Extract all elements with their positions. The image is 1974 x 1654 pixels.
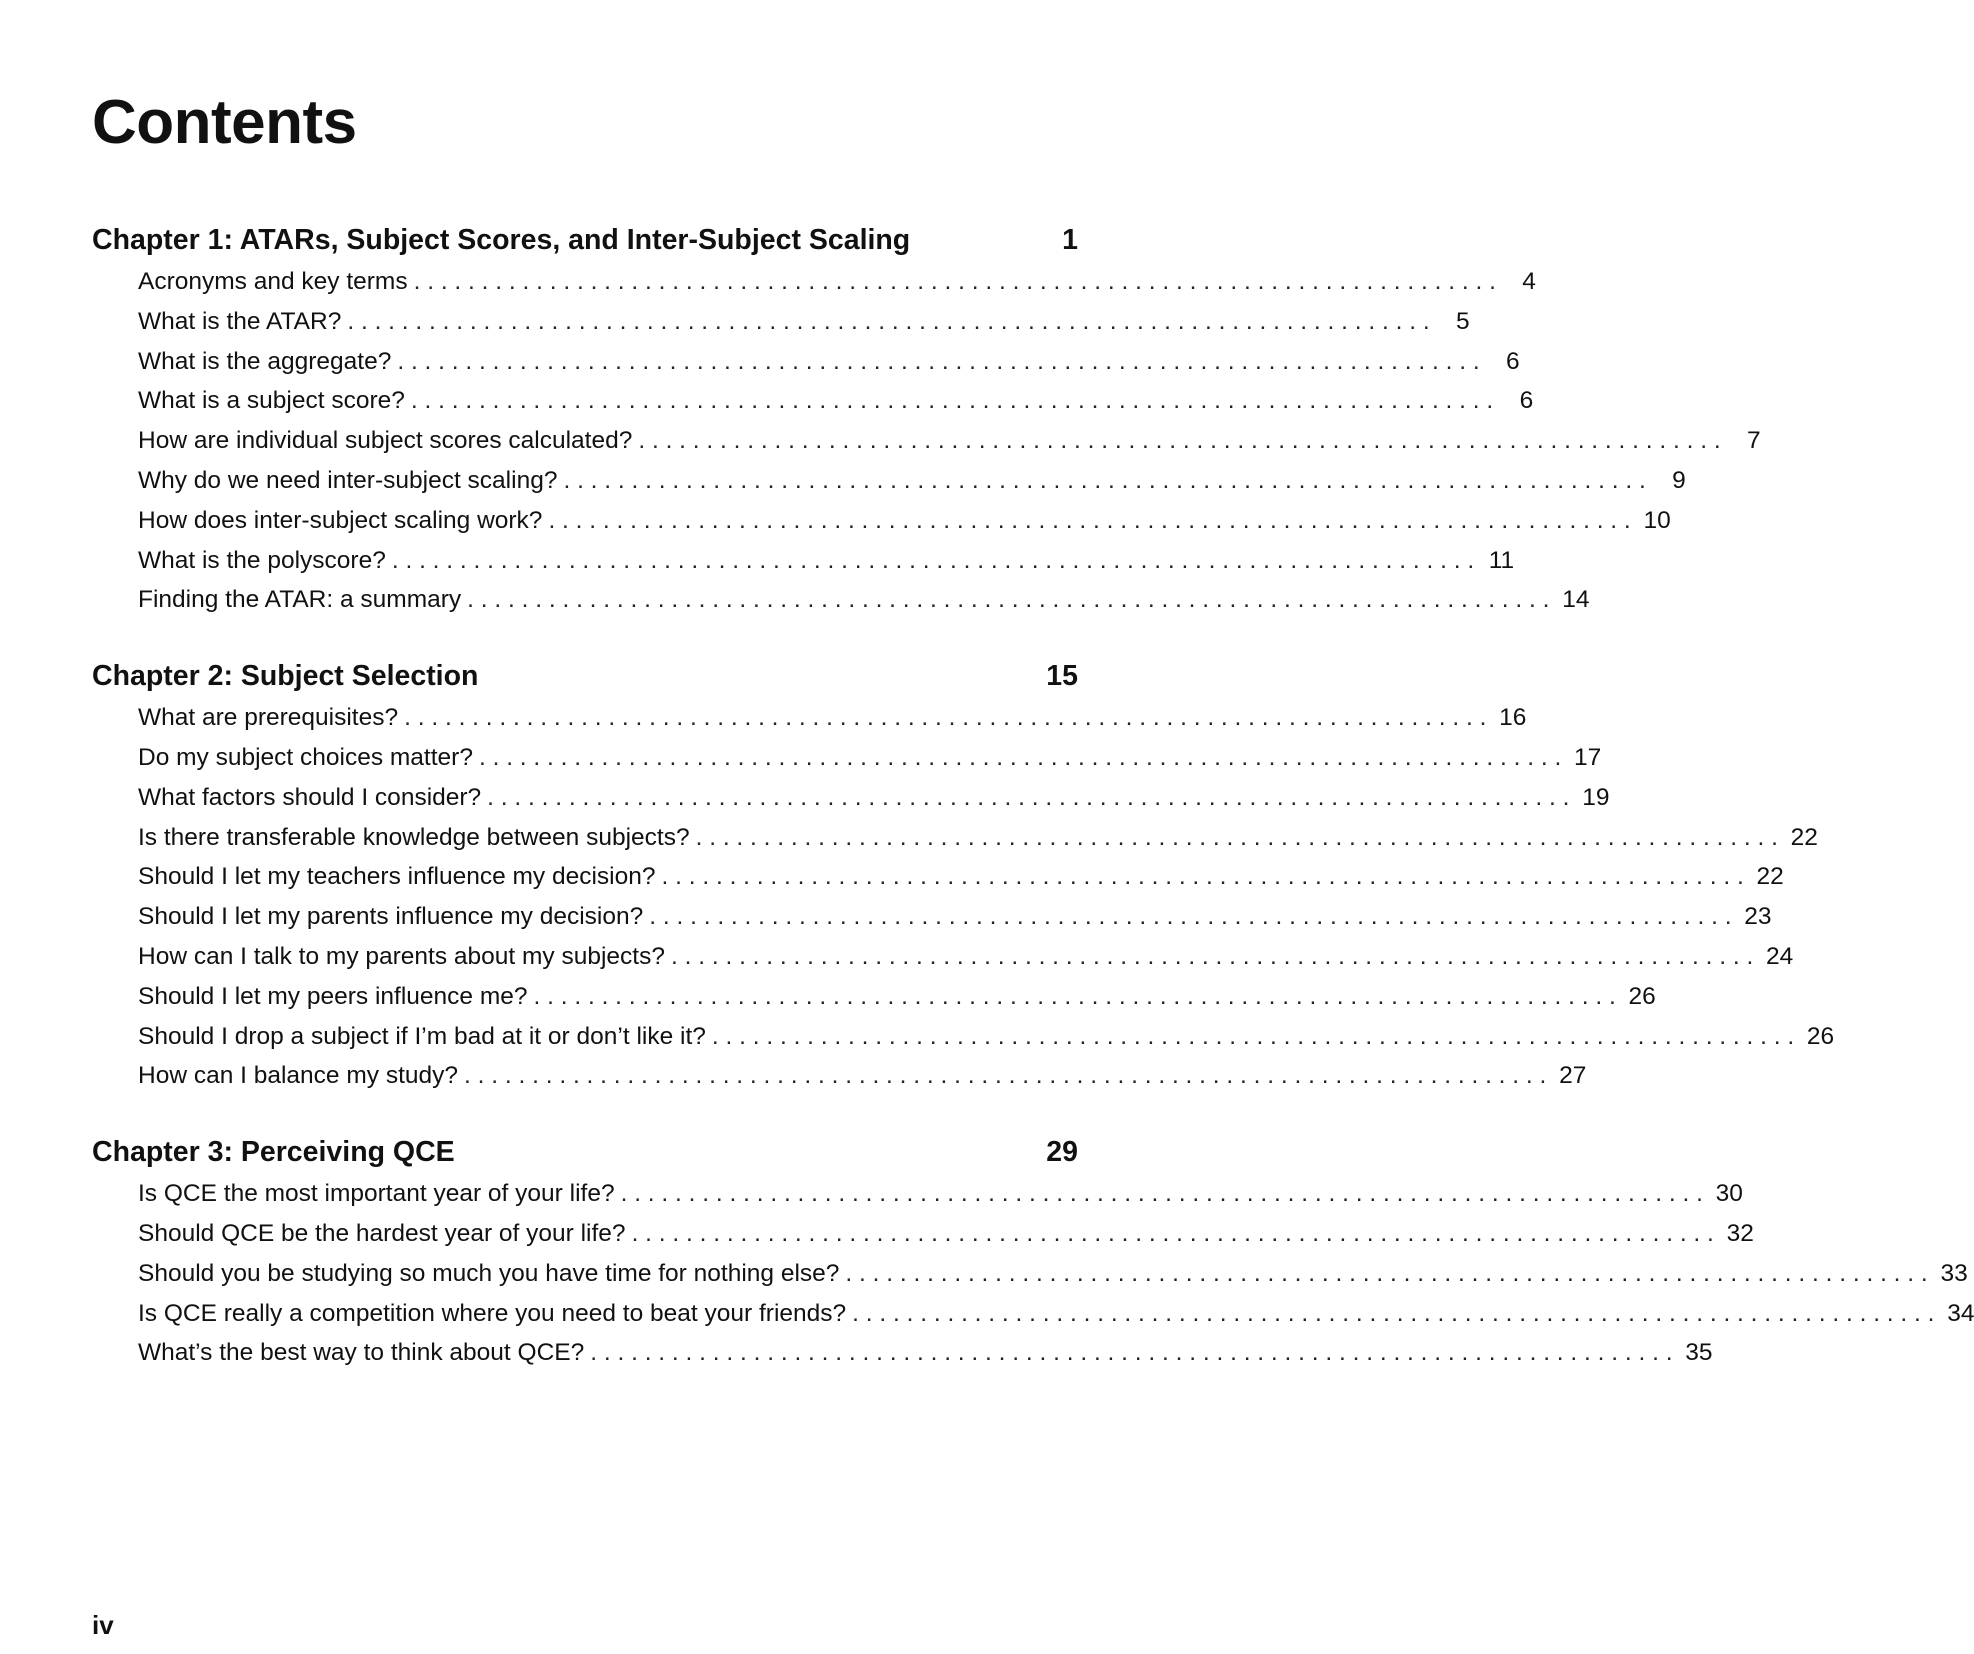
- dot-leader: . . . . . . . . . . . . . . . . . . . . . . . . . . . . . . . . . . . . . . . . . . . . . . . . . . . . . . . . . . . . . . . . . . . . . . . . . . . . . . . .: [391, 546, 1475, 574]
- dot-leader: . . . . . . . . . . . . . . . . . . . . . . . . . . . . . . . . . . . . . . . . . . . . . . . . . . . . . . . . . . . . . . . . . . . . . . . . . . . . . . . .: [631, 1219, 1714, 1247]
- entry-title: How does inter-subject scaling work?: [138, 506, 543, 534]
- entry-page-number: 34: [1947, 1299, 1974, 1327]
- entry-page-number: 4: [1522, 268, 1536, 295]
- dot-leader: . . . . . . . . . . . . . . . . . . . . . . . . . . . . . . . . . . . . . . . . . . . . . . . . . . . . . . . . . . . . . . . . . . . . . . . . . . . . . . . .: [620, 1180, 1703, 1208]
- entry-list: [92, 1174, 1974, 1373]
- toc-entry[interactable]: [92, 698, 1527, 738]
- chapter-title: Chapter 2: Subject Selection: [92, 660, 479, 693]
- entry-title: Should QCE be the hardest year of your life?: [138, 1219, 626, 1247]
- entry-title: How can I talk to my parents about my subjects?: [138, 942, 665, 970]
- entry-title: Should I let my teachers influence my decision?: [138, 863, 656, 891]
- chapter-page-number: 29: [1046, 1136, 1078, 1169]
- toc-entry[interactable]: [92, 580, 1590, 620]
- dot-leader: . . . . . . . . . . . . . . . . . . . . . . . . . . . . . . . . . . . . . . . . . . . . . . . . . . . . . . . . . . . . . . . . . . . . . . . . . . . . . . . .: [478, 743, 1562, 771]
- dot-leader: . . . . . . . . . . . . . . . . . . . . . . . . . . . . . . . . . . . . . . . . . . . . . . . . . . . . . . . . . . . . . . . . . . . . . . . . . . . . . . . .: [661, 863, 1744, 891]
- toc-entry[interactable]: [92, 897, 1772, 937]
- dot-leader: . . . . . . . . . . . . . . . . . . . . . . . . . . . . . . . . . . . . . . . . . . . . . . . . . . . . . . . . . . . . . . . . . . . . . . . . . . . . . . . .: [467, 586, 1550, 614]
- dot-leader: . . . . . . . . . . . . . . . . . . . . . . . . . . . . . . . . . . . . . . . . . . . . . . . . . . . . . . . . . . . . . . . . . . . . . . . . . . . . . . . .: [649, 903, 1732, 931]
- entry-title: Is QCE really a competition where you need to beat your friends?: [138, 1299, 847, 1327]
- toc-entry[interactable]: [92, 262, 1536, 302]
- page-title: Contents: [92, 88, 357, 157]
- entry-title: How are individual subject scores calculated?: [138, 427, 633, 455]
- entry-page-number: 24: [1766, 942, 1794, 970]
- entry-title: Why do we need inter-subject scaling?: [138, 466, 558, 494]
- dot-leader: . . . . . . . . . . . . . . . . . . . . . . . . . . . . . . . . . . . . . . . . . . . . . . . . . . . . . . . . . . . . . . . . . . . . . . . . . . . . . . . .: [347, 307, 1430, 335]
- chapter-heading[interactable]: [92, 1130, 1078, 1174]
- entry-page-number: 22: [1756, 863, 1784, 891]
- entry-page-number: 32: [1726, 1219, 1754, 1247]
- dot-leader: . . . . . . . . . . . . . . . . . . . . . . . . . . . . . . . . . . . . . . . . . . . . . . . . . . . . . . . . . . . . . . . . . . . . . . . . . . . . . . . .: [487, 783, 1570, 811]
- dot-leader: . . . . . . . . . . . . . . . . . . . . . . . . . . . . . . . . . . . . . . . . . . . . . . . . . . . . . . . . . . . . . . . . . . . . . . . . . . . . . . . .: [404, 704, 1487, 732]
- entry-page-number: 26: [1806, 1022, 1835, 1050]
- entry-page-number: 16: [1499, 704, 1527, 732]
- toc-entry[interactable]: [92, 302, 1470, 342]
- dot-leader: . . . . . . . . . . . . . . . . . . . . . . . . . . . . . . . . . . . . . . . . . . . . . . . . . . . . . . . . . . . . . . . . . . . . . . . . . . . . . . . .: [638, 427, 1721, 455]
- dot-leader: . . . . . . . . . . . . . . . . . . . . . . . . . . . . . . . . . . . . . . . . . . . . . . . . . . . . . . . . . . . . . . . . . . . . . . . . . . . . . . . .: [548, 506, 1631, 534]
- entry-page-number: 19: [1582, 783, 1610, 811]
- entry-title: What is a subject score?: [138, 387, 405, 415]
- toc-entry[interactable]: [92, 1214, 1754, 1254]
- entry-page-number: 9: [1672, 466, 1686, 494]
- entry-list: [92, 262, 1761, 620]
- entry-page-number: 26: [1628, 982, 1656, 1010]
- chapter-heading[interactable]: [92, 654, 1078, 698]
- entry-title: Is QCE the most important year of your life?: [138, 1180, 615, 1208]
- entry-title: What are prerequisites?: [138, 704, 399, 732]
- table-of-contents: [92, 218, 1974, 1407]
- entry-title: What is the polyscore?: [138, 546, 386, 574]
- entry-title: Finding the ATAR: a summary: [138, 586, 462, 614]
- entry-list: [92, 698, 1835, 1096]
- dot-leader: . . . . . . . . . . . . . . . . . . . . . . . . . . . . . . . . . . . . . . . . . . . . . . . . . . . . . . . . . . . . . . . . . . . . . . . . . . . . . . . .: [671, 942, 1754, 970]
- entry-title: Should you be studying so much you have time for nothing else?: [138, 1259, 840, 1287]
- entry-title: Is there transferable knowledge between subjects?: [138, 823, 690, 851]
- toc-entry[interactable]: [92, 1333, 1713, 1373]
- entry-page-number: 17: [1574, 743, 1602, 771]
- entry-page-number: 23: [1744, 903, 1772, 931]
- dot-leader: . . . . . . . . . . . . . . . . . . . . . . . . . . . . . . . . . . . . . . . . . . . . . . . . . . . . . . . . . . . . . . . . . . . . . . . . . . . . . . . .: [845, 1259, 1928, 1287]
- toc-entry[interactable]: [92, 738, 1602, 778]
- entry-title: Should I let my parents influence my decision?: [138, 903, 644, 931]
- entry-title: What factors should I consider?: [138, 783, 482, 811]
- chapter-section: [92, 654, 1835, 1096]
- toc-entry[interactable]: [92, 1174, 1743, 1214]
- dot-leader: . . . . . . . . . . . . . . . . . . . . . . . . . . . . . . . . . . . . . . . . . . . . . . . . . . . . . . . . . . . . . . . . . . . . . . . . . . . . . . . .: [563, 466, 1646, 494]
- dot-leader: . . . . . . . . . . . . . . . . . . . . . . . . . . . . . . . . . . . . . . . . . . . . . . . . . . . . . . . . . . . . . . . . . . . . . . . . . . . . . . . .: [711, 1022, 1795, 1050]
- entry-title: Acronyms and key terms: [138, 268, 408, 295]
- entry-title: Should I drop a subject if I’m bad at it or don’t like it?: [138, 1022, 706, 1050]
- toc-entry[interactable]: [92, 342, 1520, 382]
- dot-leader: . . . . . . . . . . . . . . . . . . . . . . . . . . . . . . . . . . . . . . . . . . . . . . . . . . . . . . . . . . . . . . . . . . . . . . . . . . . . . . . .: [695, 823, 1778, 851]
- toc-entry[interactable]: [92, 1254, 1968, 1294]
- chapter-section: [92, 218, 1761, 620]
- toc-entry[interactable]: [92, 857, 1784, 897]
- entry-page-number: 6: [1519, 387, 1534, 415]
- entry-page-number: 11: [1488, 546, 1515, 574]
- entry-title: Should I let my peers influence me?: [138, 982, 528, 1010]
- chapter-page-number: 1: [1062, 224, 1078, 256]
- entry-page-number: 10: [1643, 506, 1671, 534]
- dot-leader: . . . . . . . . . . . . . . . . . . . . . . . . . . . . . . . . . . . . . . . . . . . . . . . . . . . . . . . . . . . . . . . . . . . . . . . . . . . . . . . .: [397, 347, 1480, 375]
- toc-entry[interactable]: [92, 1294, 1974, 1334]
- dot-leader: . . . . . . . . . . . . . . . . . . . . . . . . . . . . . . . . . . . . . . . . . . . . . . . . . . . . . . . . . . . . . . . . . . . . . . . . . . . . . . . .: [590, 1339, 1673, 1367]
- dot-leader: . . . . . . . . . . . . . . . . . . . . . . . . . . . . . . . . . . . . . . . . . . . . . . . . . . . . . . . . . . . . . . . . . . . . . . . . . . . . . . . .: [852, 1299, 1935, 1327]
- entry-page-number: 6: [1505, 347, 1520, 375]
- chapter-heading[interactable]: [92, 218, 1078, 262]
- dot-leader: . . . . . . . . . . . . . . . . . . . . . . . . . . . . . . . . . . . . . . . . . . . . . . . . . . . . . . . . . . . . . . . . . . . . . . . . . . . . . . . .: [410, 387, 1494, 415]
- entry-title: How can I balance my study?: [138, 1062, 459, 1090]
- entry-page-number: 27: [1559, 1062, 1587, 1090]
- entry-title: What is the aggregate?: [138, 347, 392, 375]
- entry-title: What’s the best way to think about QCE?: [138, 1339, 585, 1367]
- toc-entry[interactable]: [92, 977, 1656, 1017]
- dot-leader: . . . . . . . . . . . . . . . . . . . . . . . . . . . . . . . . . . . . . . . . . . . . . . . . . . . . . . . . . . . . . . . . . . . . . . . . . . . . . . . .: [533, 982, 1616, 1010]
- chapter-section: [92, 1130, 1974, 1373]
- toc-entry[interactable]: [92, 778, 1610, 818]
- chapter-title: Chapter 1: ATARs, Subject Scores, and Inter-Subject Scaling: [92, 224, 911, 256]
- entry-page-number: 7: [1747, 427, 1761, 455]
- toc-entry[interactable]: [92, 421, 1761, 461]
- entry-page-number: 22: [1790, 823, 1818, 851]
- entry-page-number: 14: [1562, 586, 1590, 614]
- entry-page-number: 35: [1685, 1339, 1713, 1367]
- toc-entry[interactable]: [92, 818, 1818, 858]
- toc-entry[interactable]: [92, 541, 1515, 581]
- toc-entry[interactable]: [92, 501, 1671, 541]
- chapter-title: Chapter 3: Perceiving QCE: [92, 1136, 455, 1169]
- toc-entry[interactable]: [92, 381, 1534, 421]
- entry-title: Do my subject choices matter?: [138, 743, 473, 771]
- toc-entry[interactable]: [92, 1017, 1835, 1057]
- toc-entry[interactable]: [92, 1056, 1587, 1096]
- dot-leader: . . . . . . . . . . . . . . . . . . . . . . . . . . . . . . . . . . . . . . . . . . . . . . . . . . . . . . . . . . . . . . . . . . . . . . . . . . . . . . . .: [413, 268, 1496, 295]
- dot-leader: . . . . . . . . . . . . . . . . . . . . . . . . . . . . . . . . . . . . . . . . . . . . . . . . . . . . . . . . . . . . . . . . . . . . . . . . . . . . . . . .: [464, 1062, 1547, 1090]
- entry-title: What is the ATAR?: [138, 307, 342, 335]
- toc-entry[interactable]: [92, 461, 1686, 501]
- entry-page-number: 5: [1456, 307, 1470, 335]
- entry-page-number: 33: [1940, 1259, 1968, 1287]
- page-number: iv: [92, 1610, 114, 1640]
- toc-entry[interactable]: [92, 937, 1794, 977]
- chapter-page-number: 15: [1046, 660, 1078, 693]
- entry-page-number: 30: [1715, 1180, 1743, 1208]
